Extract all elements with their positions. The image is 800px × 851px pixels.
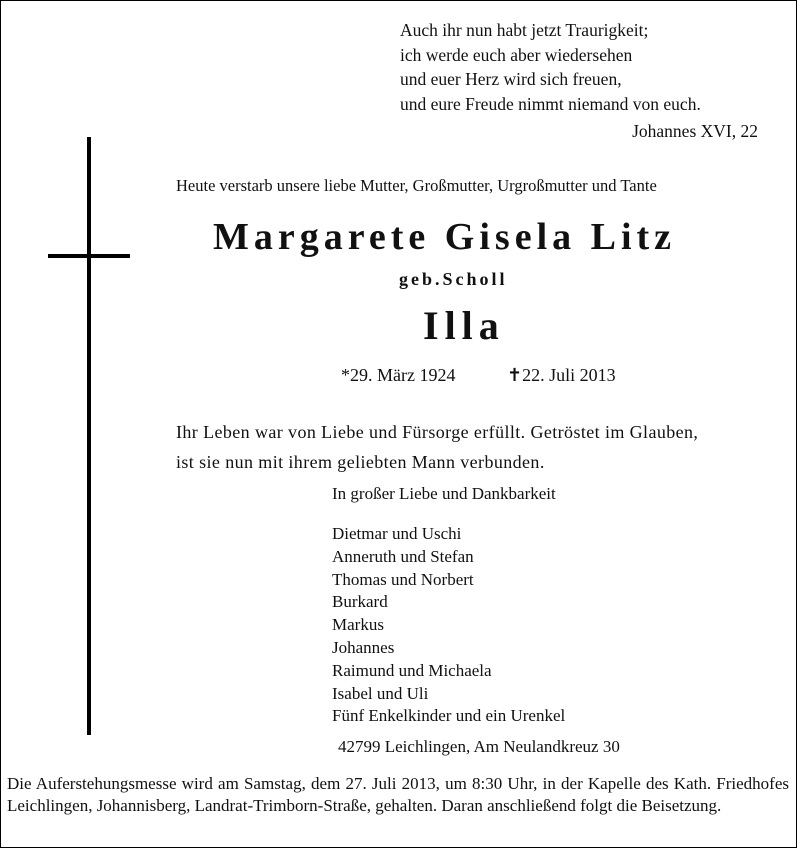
closing-phrase: In großer Liebe und Dankbarkeit bbox=[332, 484, 556, 503]
announcement-intro: Heute verstarb unsere liebe Mutter, Großmutter, Urgroßmutter und Tante bbox=[176, 176, 657, 195]
mourners-list bbox=[332, 523, 565, 728]
death-date-line bbox=[507, 365, 616, 386]
mourner-entry: Thomas und Norbert bbox=[332, 569, 474, 589]
birth-date: *29. März 1924 bbox=[341, 365, 456, 385]
deceased-name: Margarete Gisela Litz bbox=[213, 216, 677, 258]
verse-reference: Johannes XVI, 22 bbox=[632, 121, 758, 141]
verse-line: und eure Freude nimmt niemand von euch. bbox=[400, 93, 701, 114]
mourner-entry: Anneruth und Stefan bbox=[332, 546, 474, 566]
verse-line: ich werde euch aber wiedersehen bbox=[400, 44, 633, 65]
latin-cross-icon: ✝ bbox=[507, 365, 523, 385]
family-address: 42799 Leichlingen, Am Neulandkreuz 30 bbox=[338, 737, 620, 756]
tribute-line: ist sie nun mit ihrem geliebten Mann verbunden. bbox=[176, 452, 545, 472]
mourner-entry: Fünf Enkelkinder und ein Urenkel bbox=[332, 706, 566, 726]
cross-vertical-bar bbox=[87, 137, 91, 735]
bible-verse bbox=[400, 18, 701, 116]
cross-horizontal-bar bbox=[48, 254, 130, 258]
death-date: 22. Juli 2013 bbox=[522, 365, 616, 385]
verse-line: Auch ihr nun habt jetzt Traurigkeit; bbox=[400, 20, 649, 40]
mourner-entry: Raimund und Michaela bbox=[332, 660, 492, 680]
mourner-entry: Isabel und Uli bbox=[332, 683, 429, 703]
mourner-entry: Dietmar und Uschi bbox=[332, 524, 462, 543]
mourner-entry: Markus bbox=[332, 615, 384, 635]
mourner-entry: Johannes bbox=[332, 637, 395, 657]
funeral-notice: Die Auferstehungsmesse wird am Samstag, dem 27. Juli 2013, um 8:30 Uhr, in der Kapelle des Kath. Friedhofes Leichlingen, Johannisberg, Landrat-Trimborn-Straße, gehalten. Daran anschließend folgt die Beisetzung. bbox=[7, 774, 789, 815]
maiden-name: geb.Scholl bbox=[399, 269, 508, 289]
verse-line: und euer Herz wird sich freuen, bbox=[400, 69, 622, 89]
tribute-text bbox=[176, 417, 698, 477]
mourner-entry: Burkard bbox=[332, 592, 388, 612]
deceased-nickname: Illa bbox=[423, 303, 505, 348]
tribute-line: Ihr Leben war von Liebe und Fürsorge erfüllt. Getröstet im Glauben, bbox=[176, 422, 699, 442]
